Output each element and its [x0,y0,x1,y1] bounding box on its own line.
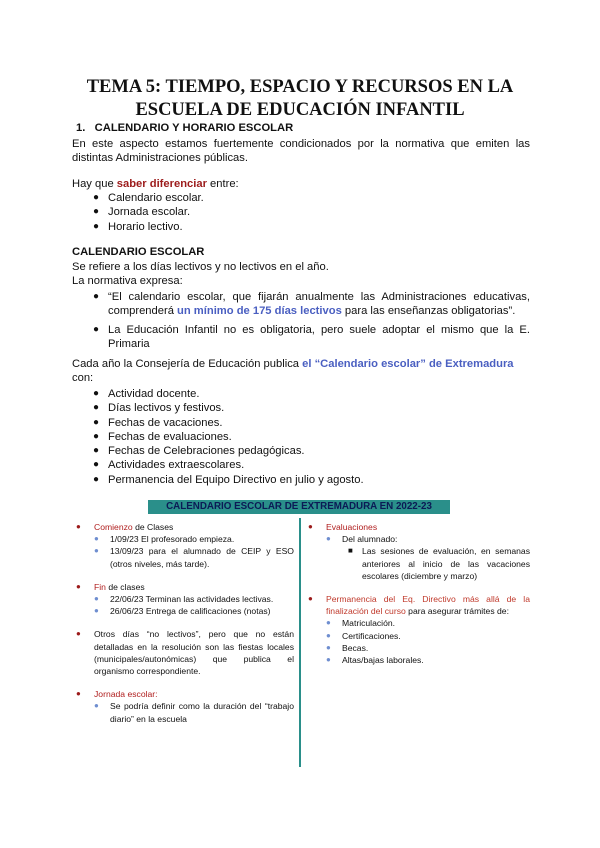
list-item: ● Del alumnado: [326,534,398,545]
calendar-banner: CALENDARIO ESCOLAR DE EXTREMADURA EN 2022-23 [148,500,450,514]
list-item: ● Actividades extraescolares. [93,459,245,472]
bullet-icon: ● [326,642,331,652]
bullet-icon: ● [93,291,100,302]
list-item: ● Actividad docente. [93,388,200,400]
bullet-icon: ● [94,701,99,711]
bullet-icon: ● [308,522,313,531]
fin-highlight: Fin [94,581,106,592]
bullet-icon: ● [94,546,99,556]
bullet-icon: ● [76,629,81,639]
list-item: ● Fechas de Celebraciones pedagógicas. [93,445,305,458]
permanencia-item: ● Permanencia del Eq. Directivo más allá de la finalización del curso para asegurar trámites de: [308,594,530,617]
bullet-icon: ● [93,192,100,203]
bullet-icon: ● [326,655,331,665]
normativa-list [93,290,530,351]
list-item: ● Calendario escolar. [93,192,204,204]
list-item: ● Se podría definir como la duración del “trabajo diario” en la escuela [94,701,294,724]
list-item: ● 26/06/23 Entrega de calificaciones (notas) [94,606,271,617]
bullet-icon: ● [93,206,100,218]
jornada-highlight: Jornada escolar: [94,689,158,700]
diferenciar-post: entre: [206,178,239,190]
list-item: ● Horario lectivo. [93,220,183,233]
list-item: ● 1/09/23 El profesorado empieza. [94,534,235,545]
title-line-2: ESCUELA DE EDUCACIÓN INFANTIL [135,100,465,120]
bullet-icon: ● [93,388,100,399]
comienzo-highlight: Comienzo [94,522,133,532]
list-item: ● Becas. [326,642,369,653]
calendario-text-2: La normativa expresa: [72,275,183,287]
left-column [74,521,294,725]
title-line-1: TEMA 5: TIEMPO, ESPACIO Y RECURSOS EN LA [86,77,514,97]
list-item: ● Certificaciones. [326,630,401,641]
bullet-icon: ● [326,630,331,640]
permanencia-highlight: Permanencia del Eq. Directivo más allá de la finalización del curso [326,594,530,617]
intro-paragraph: En este aspecto estamos fuertemente condicionados por la normativa que emiten las distintas Administraciones públicas. [72,138,530,165]
list-item: ● La Educación Infantil no es obligatoria, pero suele adoptar el mismo que la E. Primaria [93,323,530,350]
comienzo-item: ● Comienzo de Clases [76,522,174,532]
bullet-icon: ● [326,618,331,628]
bullet-icon: ● [94,606,99,616]
section-heading [76,122,293,134]
bullet-icon: ● [93,323,100,335]
bullet-icon: ● [93,220,100,232]
list-item: ● Días lectivos y festivos. [93,402,225,415]
list-item: ● Matriculación. [326,618,396,629]
square-bullet-icon: ■ [348,546,353,556]
list-item: ● Permanencia del Equipo Directivo en julio y agosto. [93,473,364,486]
evaluaciones-item [306,521,530,533]
bullet-icon: ● [93,445,100,457]
bullet-icon: ● [94,594,99,604]
bullet-icon: ● [76,522,81,531]
column-divider [299,518,301,767]
bullet-icon: ● [76,689,81,699]
right-column [306,521,530,666]
bullet-icon: ● [93,430,100,442]
jornada-item [74,688,294,700]
diferenciar-pre: Hay que [72,178,117,190]
calendario-heading: CALENDARIO ESCOLAR [72,246,205,258]
consejeria-list [93,387,530,487]
page-title [40,76,560,122]
consejeria-paragraph: Cada año la Consejería de Educación publica el “Calendario escolar” de Extremadura con: [72,358,514,385]
list-item: ■ Las sesiones de evaluación, en semanas anteriores al inicio de las vacaciones escolares (diciembre y marzo) [348,546,530,581]
calendario-extremadura-highlight: el “Calendario escolar” de Extremadura [302,358,514,370]
list-item: ● 13/09/23 para el alumnado de CEIP y ESO (otros niveles, más tarde). [94,546,294,569]
bullet-icon: ● [93,459,100,471]
diferenciar-paragraph [72,177,530,191]
minimum-days-highlight: un mínimo de 175 días lectivos [177,305,342,318]
bullet-icon: ● [93,416,100,428]
bullet-icon: ● [326,534,331,544]
list-item: ● 22/06/23 Terminan las actividades lectivas. [94,594,274,605]
bullet-icon: ● [308,594,313,604]
bullet-icon: ● [93,402,100,414]
list-item: ● Fechas de vacaciones. [93,416,223,429]
list-item: ● Altas/bajas laborales. [326,655,424,666]
diferenciar-highlight: saber diferenciar [116,178,207,190]
bullet-icon: ● [93,473,100,485]
section-number: 1. [76,122,86,134]
evaluaciones-highlight: Evaluaciones [326,522,378,532]
list-item: ● Jornada escolar. [93,206,191,219]
calendario-text-1: Se refiere a los días lectivos y no lectivos en el año. [72,261,329,273]
list-item: ● Fechas de evaluaciones. [93,430,232,443]
section-title: CALENDARIO Y HORARIO ESCOLAR [94,122,294,134]
bullet-icon: ● [76,581,81,591]
diferenciar-list [93,191,530,234]
otros-item: ● Otros días “no lectivos”, pero que no están detalladas en la resolución son las fiestas locales (municipales/autonómicas) que publica el organismo correspondiente. [76,629,294,677]
bullet-icon: ● [94,534,99,544]
list-item: ● “El calendario escolar, que fijarán anualmente las Administraciones educativas, comprenderá un mínimo de 175 días lectivos para las enseñanzas obligatorias”. [93,291,530,318]
fin-item: ● Fin de clases [76,581,145,592]
